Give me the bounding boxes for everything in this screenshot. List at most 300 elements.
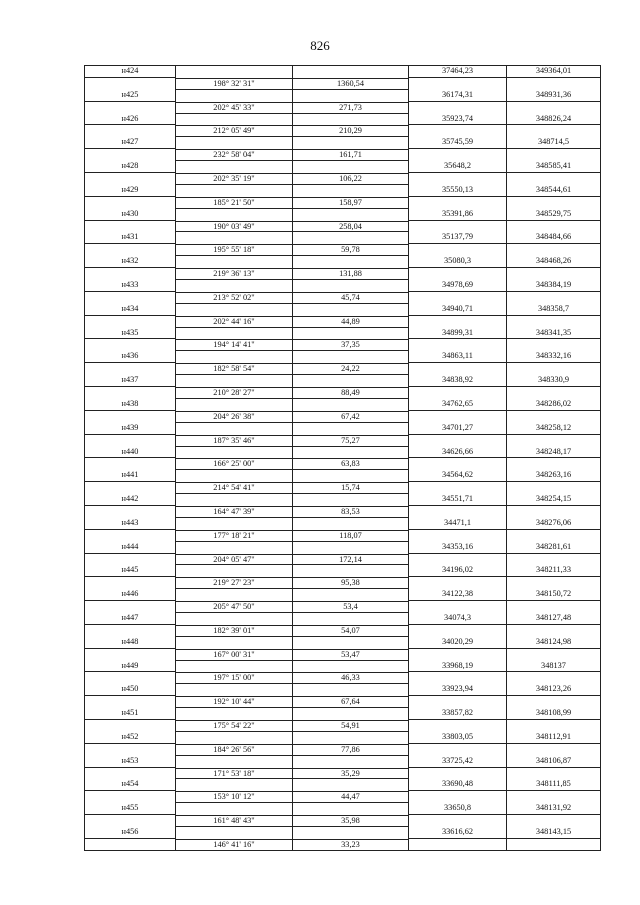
empty-cell	[85, 720, 176, 732]
direction-angle: 204° 05' 47"	[176, 554, 293, 566]
empty-cell	[507, 839, 601, 851]
point-row	[85, 756, 601, 768]
x-coordinate: 35137,79	[409, 232, 507, 244]
empty-cell	[409, 696, 507, 708]
segment-row	[85, 363, 601, 375]
segment-length: 106,22	[293, 173, 409, 185]
segment-length: 88,49	[293, 387, 409, 399]
y-coordinate: 348276,06	[507, 518, 601, 530]
empty-cell	[85, 530, 176, 542]
direction-angle: 202° 45' 33"	[176, 102, 293, 114]
x-coordinate: 34074,3	[409, 613, 507, 625]
point-row	[85, 732, 601, 744]
point-row	[85, 447, 601, 459]
x-coordinate: 34626,66	[409, 447, 507, 459]
segment-length: 258,04	[293, 221, 409, 233]
x-coordinate: 34838,92	[409, 375, 507, 387]
segment-length: 24,22	[293, 363, 409, 375]
point-row	[85, 114, 601, 126]
empty-cell	[507, 363, 601, 375]
empty-cell	[507, 125, 601, 137]
segment-row	[85, 125, 601, 137]
segment-row	[85, 744, 601, 756]
empty-cell	[507, 768, 601, 780]
segment-length: 271,73	[293, 102, 409, 114]
segment-length: 15,74	[293, 482, 409, 494]
empty-cell	[176, 542, 293, 554]
segment-row	[85, 292, 601, 304]
segment-length: 83,53	[293, 506, 409, 518]
empty-cell	[176, 827, 293, 839]
direction-angle: 232° 58' 04"	[176, 149, 293, 161]
empty-cell	[85, 102, 176, 114]
y-coordinate: 348585,41	[507, 161, 601, 173]
point-name: н447	[85, 613, 176, 625]
point-name: н451	[85, 708, 176, 720]
empty-cell	[409, 363, 507, 375]
empty-cell	[507, 197, 601, 209]
empty-cell	[507, 530, 601, 542]
empty-cell	[293, 375, 409, 387]
y-coordinate: 349364,01	[507, 66, 601, 78]
empty-cell	[507, 244, 601, 256]
empty-cell	[409, 316, 507, 328]
direction-angle: 182° 39' 01"	[176, 625, 293, 637]
point-name: н444	[85, 542, 176, 554]
empty-cell	[85, 244, 176, 256]
empty-cell	[85, 625, 176, 637]
y-coordinate: 348150,72	[507, 589, 601, 601]
empty-cell	[85, 554, 176, 566]
empty-cell	[409, 791, 507, 803]
empty-cell	[176, 589, 293, 601]
empty-cell	[85, 601, 176, 613]
segment-length: 210,29	[293, 125, 409, 137]
y-coordinate: 348111,85	[507, 779, 601, 791]
segment-length: 33,23	[293, 839, 409, 851]
point-row	[85, 185, 601, 197]
y-coordinate: 348330,9	[507, 375, 601, 387]
x-coordinate: 34196,02	[409, 565, 507, 577]
empty-cell	[176, 114, 293, 126]
x-coordinate: 34122,38	[409, 589, 507, 601]
point-row	[85, 209, 601, 221]
empty-cell	[409, 125, 507, 137]
point-row	[85, 161, 601, 173]
empty-cell	[85, 839, 176, 851]
segment-length: 77,86	[293, 744, 409, 756]
segment-length: 54,91	[293, 720, 409, 732]
segment-length: 118,07	[293, 530, 409, 542]
empty-cell	[507, 744, 601, 756]
empty-cell	[176, 708, 293, 720]
empty-cell	[176, 447, 293, 459]
segment-row	[85, 387, 601, 399]
empty-cell	[409, 435, 507, 447]
segment-length: 158,97	[293, 197, 409, 209]
segment-row	[85, 244, 601, 256]
direction-angle: 192° 10' 44"	[176, 696, 293, 708]
coordinate-table	[84, 65, 601, 851]
empty-cell	[409, 649, 507, 661]
segment-length: 63,83	[293, 458, 409, 470]
segment-length: 54,07	[293, 625, 409, 637]
empty-cell	[293, 589, 409, 601]
empty-cell	[507, 506, 601, 518]
point-row	[85, 375, 601, 387]
y-coordinate: 348124,98	[507, 637, 601, 649]
empty-cell	[85, 363, 176, 375]
empty-cell	[293, 470, 409, 482]
empty-cell	[293, 542, 409, 554]
empty-cell	[293, 304, 409, 316]
y-coordinate: 348529,75	[507, 209, 601, 221]
point-row	[85, 565, 601, 577]
segment-length: 59,78	[293, 244, 409, 256]
empty-cell	[176, 375, 293, 387]
empty-cell	[293, 423, 409, 435]
direction-angle: 177° 18' 21"	[176, 530, 293, 542]
empty-cell	[507, 78, 601, 90]
empty-cell	[293, 232, 409, 244]
y-coordinate: 348248,17	[507, 447, 601, 459]
point-name: н438	[85, 399, 176, 411]
segment-row	[85, 601, 601, 613]
empty-cell	[85, 649, 176, 661]
empty-cell	[176, 803, 293, 815]
direction-angle: 185° 21' 50"	[176, 197, 293, 209]
direction-angle: 197° 15' 00"	[176, 672, 293, 684]
y-coordinate: 348931,36	[507, 90, 601, 102]
segment-row	[85, 839, 601, 851]
x-coordinate: 33803,05	[409, 732, 507, 744]
direction-angle: 153° 10' 12"	[176, 791, 293, 803]
empty-cell	[293, 137, 409, 149]
x-coordinate: 35391,86	[409, 209, 507, 221]
point-row	[85, 280, 601, 292]
empty-cell	[409, 601, 507, 613]
empty-cell	[176, 494, 293, 506]
x-coordinate: 33690,48	[409, 779, 507, 791]
empty-cell	[293, 637, 409, 649]
x-coordinate: 33650,8	[409, 803, 507, 815]
segment-length: 45,74	[293, 292, 409, 304]
point-row	[85, 137, 601, 149]
empty-cell	[176, 209, 293, 221]
segment-row	[85, 149, 601, 161]
empty-cell	[507, 577, 601, 589]
segment-row	[85, 102, 601, 114]
segment-row	[85, 577, 601, 589]
empty-cell	[293, 732, 409, 744]
empty-cell	[507, 102, 601, 114]
direction-angle: 195° 55' 18"	[176, 244, 293, 256]
direction-angle: 205° 47' 50"	[176, 601, 293, 613]
empty-cell	[293, 209, 409, 221]
empty-cell	[176, 256, 293, 268]
empty-cell	[293, 185, 409, 197]
y-coordinate: 348143,15	[507, 827, 601, 839]
point-row	[85, 684, 601, 696]
empty-cell	[85, 221, 176, 233]
empty-cell	[409, 102, 507, 114]
empty-cell	[176, 637, 293, 649]
point-name: н439	[85, 423, 176, 435]
empty-cell	[85, 506, 176, 518]
empty-cell	[293, 756, 409, 768]
empty-cell	[409, 506, 507, 518]
y-coordinate: 348258,12	[507, 423, 601, 435]
empty-cell	[85, 768, 176, 780]
segment-length: 95,38	[293, 577, 409, 589]
x-coordinate: 33857,82	[409, 708, 507, 720]
segment-row	[85, 720, 601, 732]
y-coordinate: 348826,24	[507, 114, 601, 126]
point-name: н425	[85, 90, 176, 102]
y-coordinate: 348137	[507, 661, 601, 673]
point-row	[85, 542, 601, 554]
segment-length: 53,47	[293, 649, 409, 661]
empty-cell	[85, 125, 176, 137]
direction-angle: 167° 00' 31"	[176, 649, 293, 661]
empty-cell	[409, 768, 507, 780]
x-coordinate: 34701,27	[409, 423, 507, 435]
empty-cell	[507, 672, 601, 684]
empty-cell	[507, 292, 601, 304]
segment-row	[85, 649, 601, 661]
empty-cell	[176, 661, 293, 673]
y-coordinate: 348131,92	[507, 803, 601, 815]
empty-cell	[293, 827, 409, 839]
empty-cell	[507, 387, 601, 399]
direction-angle: 202° 44' 16"	[176, 316, 293, 328]
segment-length: 75,27	[293, 435, 409, 447]
empty-cell	[507, 696, 601, 708]
segment-row	[85, 339, 601, 351]
y-coordinate: 348384,19	[507, 280, 601, 292]
x-coordinate: 34978,69	[409, 280, 507, 292]
direction-angle: 184° 26' 56"	[176, 744, 293, 756]
empty-cell	[85, 292, 176, 304]
empty-cell	[507, 221, 601, 233]
empty-cell	[176, 518, 293, 530]
segment-row	[85, 696, 601, 708]
segment-row	[85, 506, 601, 518]
empty-cell	[85, 268, 176, 280]
point-name: н445	[85, 565, 176, 577]
direction-angle: 194° 14' 41"	[176, 339, 293, 351]
empty-cell	[409, 815, 507, 827]
empty-cell	[176, 684, 293, 696]
point-name: н443	[85, 518, 176, 530]
x-coordinate: 34020,29	[409, 637, 507, 649]
x-coordinate: 33616,62	[409, 827, 507, 839]
direction-angle: 202° 35' 19"	[176, 173, 293, 185]
direction-angle: 146° 41' 16"	[176, 839, 293, 851]
point-name: н450	[85, 684, 176, 696]
point-row	[85, 803, 601, 815]
x-coordinate: 34863,11	[409, 351, 507, 363]
direction-angle: 204° 26' 38"	[176, 411, 293, 423]
empty-cell	[293, 328, 409, 340]
empty-cell	[176, 732, 293, 744]
empty-cell	[409, 78, 507, 90]
empty-cell	[507, 720, 601, 732]
empty-cell	[507, 554, 601, 566]
empty-cell	[293, 803, 409, 815]
page-number: 826	[310, 38, 330, 53]
empty-cell	[507, 625, 601, 637]
direction-angle: 214° 54' 41"	[176, 482, 293, 494]
empty-cell	[176, 161, 293, 173]
empty-cell	[176, 399, 293, 411]
empty-cell	[409, 720, 507, 732]
point-name: н454	[85, 779, 176, 791]
point-row	[85, 613, 601, 625]
x-coordinate: 36174,31	[409, 90, 507, 102]
point-name: н431	[85, 232, 176, 244]
point-name: н424	[85, 66, 176, 78]
segment-row	[85, 197, 601, 209]
y-coordinate: 348468,26	[507, 256, 601, 268]
empty-cell	[293, 256, 409, 268]
x-coordinate: 34564,62	[409, 470, 507, 482]
direction-angle: 198° 32' 31"	[176, 78, 293, 90]
x-coordinate: 35550,13	[409, 185, 507, 197]
point-name: н452	[85, 732, 176, 744]
empty-cell	[85, 458, 176, 470]
empty-cell	[507, 791, 601, 803]
point-row	[85, 304, 601, 316]
empty-cell	[293, 399, 409, 411]
empty-cell	[293, 661, 409, 673]
point-row	[85, 470, 601, 482]
empty-cell	[293, 161, 409, 173]
empty-cell	[85, 78, 176, 90]
empty-cell	[409, 672, 507, 684]
empty-cell	[293, 447, 409, 459]
point-row	[85, 256, 601, 268]
segment-length: 37,35	[293, 339, 409, 351]
point-name: н430	[85, 209, 176, 221]
segment-length: 67,42	[293, 411, 409, 423]
empty-cell	[293, 280, 409, 292]
empty-cell	[176, 232, 293, 244]
segment-length: 44,89	[293, 316, 409, 328]
y-coordinate: 348714,5	[507, 137, 601, 149]
point-row	[85, 90, 601, 102]
empty-cell	[409, 625, 507, 637]
y-coordinate: 348211,33	[507, 565, 601, 577]
segment-length: 44,47	[293, 791, 409, 803]
direction-angle: 161° 48' 43"	[176, 815, 293, 827]
y-coordinate: 348484,66	[507, 232, 601, 244]
segment-row	[85, 268, 601, 280]
point-row	[85, 66, 601, 78]
empty-cell	[85, 173, 176, 185]
segment-length: 172,14	[293, 554, 409, 566]
segment-row	[85, 768, 601, 780]
x-coordinate: 35648,2	[409, 161, 507, 173]
point-name: н428	[85, 161, 176, 173]
segment-row	[85, 221, 601, 233]
segment-length: 35,29	[293, 768, 409, 780]
empty-cell	[85, 197, 176, 209]
y-coordinate: 348332,16	[507, 351, 601, 363]
point-row	[85, 779, 601, 791]
x-coordinate: 34471,1	[409, 518, 507, 530]
empty-cell	[507, 339, 601, 351]
segment-row	[85, 78, 601, 90]
y-coordinate: 348281,61	[507, 542, 601, 554]
point-name: н440	[85, 447, 176, 459]
empty-cell	[507, 601, 601, 613]
empty-cell	[293, 708, 409, 720]
point-row	[85, 399, 601, 411]
segment-row	[85, 482, 601, 494]
empty-cell	[176, 304, 293, 316]
point-name: н441	[85, 470, 176, 482]
empty-cell	[293, 114, 409, 126]
empty-cell	[85, 744, 176, 756]
point-name: н426	[85, 114, 176, 126]
y-coordinate: 348286,02	[507, 399, 601, 411]
empty-cell	[507, 316, 601, 328]
empty-cell	[293, 90, 409, 102]
empty-cell	[293, 613, 409, 625]
empty-cell	[409, 577, 507, 589]
point-name: н446	[85, 589, 176, 601]
direction-angle: 166° 25' 00"	[176, 458, 293, 470]
x-coordinate: 35745,59	[409, 137, 507, 149]
direction-angle: 219° 27' 23"	[176, 577, 293, 589]
y-coordinate: 348112,91	[507, 732, 601, 744]
segment-length: 131,88	[293, 268, 409, 280]
empty-cell	[85, 339, 176, 351]
point-name: н455	[85, 803, 176, 815]
x-coordinate: 34899,31	[409, 328, 507, 340]
point-name: н456	[85, 827, 176, 839]
x-coordinate: 34940,71	[409, 304, 507, 316]
empty-cell	[293, 351, 409, 363]
empty-cell	[85, 815, 176, 827]
empty-cell	[293, 494, 409, 506]
empty-cell	[176, 328, 293, 340]
empty-cell	[409, 458, 507, 470]
empty-cell	[409, 173, 507, 185]
empty-cell	[85, 316, 176, 328]
segment-row	[85, 173, 601, 185]
empty-cell	[507, 149, 601, 161]
empty-cell	[85, 149, 176, 161]
empty-cell	[176, 613, 293, 625]
y-coordinate: 348358,7	[507, 304, 601, 316]
point-name: н434	[85, 304, 176, 316]
point-name: н433	[85, 280, 176, 292]
point-row	[85, 518, 601, 530]
empty-cell	[85, 791, 176, 803]
point-name: н436	[85, 351, 176, 363]
empty-cell	[507, 268, 601, 280]
empty-cell	[85, 435, 176, 447]
point-row	[85, 351, 601, 363]
segment-length: 1360,54	[293, 78, 409, 90]
empty-cell	[507, 411, 601, 423]
point-name: н437	[85, 375, 176, 387]
direction-angle: 187° 35' 46"	[176, 435, 293, 447]
empty-cell	[176, 137, 293, 149]
x-coordinate: 35923,74	[409, 114, 507, 126]
